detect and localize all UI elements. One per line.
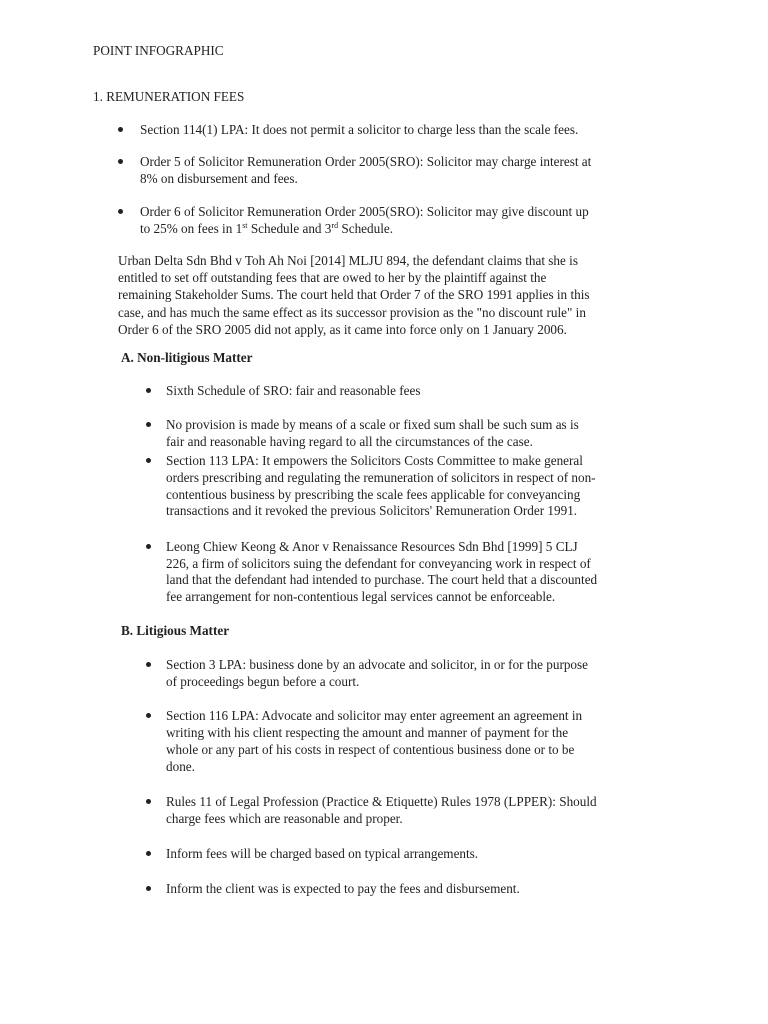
bullet-icon: [146, 799, 151, 804]
bullet-text: Inform the client was is expected to pay the fees and disbursement.: [166, 881, 520, 896]
bullet-icon: [146, 422, 151, 427]
bullet-text: of proceedings begun before a court.: [166, 674, 360, 689]
bullet-text: done.: [166, 759, 195, 774]
bullet-text: Leong Chiew Keong & Anor v Renaissance Resources Sdn Bhd [1999] 5 CLJ: [166, 539, 578, 554]
bullet-text: Order 6 of Solicitor Remuneration Order 2005(SRO): Solicitor may give discount up: [140, 204, 589, 219]
bullet-text: Schedule and 3: [247, 221, 332, 236]
bullet-icon: [118, 209, 123, 214]
case-line: Order 6 of the SRO 2005 did not apply, as it came into force only on 1 January 2006.: [118, 321, 567, 337]
bullet-text: 8% on disbursement and fees.: [140, 171, 298, 186]
bullet-icon: [118, 127, 123, 132]
bullet-icon: [146, 662, 151, 667]
case-line: case, and has much the same effect as its successor provision as the "no discount rule" in: [118, 304, 586, 320]
bullet-text: Order 5 of Solicitor Remuneration Order 2005(SRO): Solicitor may charge interest at: [140, 154, 592, 169]
bullet-text: Section 114(1) LPA: It does not permit a solicitor to charge less than the scale fees.: [140, 122, 579, 137]
bullet-text: Sixth Schedule of SRO: fair and reasonable fees: [166, 383, 421, 398]
bullet-text: to 25% on fees in 1: [140, 221, 243, 236]
bullet-text: Section 116 LPA: Advocate and solicitor may enter agreement an agreement in: [166, 708, 583, 723]
bullet-text: contentious business by prescribing the scale fees applicable for conveyancing: [166, 487, 581, 502]
superscript: st: [242, 221, 248, 230]
subheading-litigious: B. Litigious Matter: [121, 623, 230, 638]
bullet-text: writing with his client respecting the amount and manner of payment for the: [166, 725, 569, 740]
bullet-text-with-superscripts: [140, 220, 393, 237]
bullet-icon: [146, 544, 151, 549]
subheading-non-litigious: A. Non-litigious Matter: [121, 350, 253, 365]
bullet-text: fair and reasonable having regard to all the circumstances of the case.: [166, 434, 533, 449]
document-title: POINT INFOGRAPHIC: [93, 43, 224, 58]
case-line: Urban Delta Sdn Bhd v Toh Ah Noi [2014] MLJU 894, the defendant claims that she is: [118, 253, 578, 268]
bullet-text: 226, a firm of solicitors suing the defendant for conveyancing work in respect of: [166, 556, 591, 571]
bullet-icon: [146, 388, 151, 393]
bullet-text: orders prescribing and regulating the remuneration of solicitors in respect of non-: [166, 470, 596, 485]
superscript: rd: [331, 221, 339, 230]
bullet-text: Section 113 LPA: It empowers the Solicitors Costs Committee to make general: [166, 453, 583, 468]
bullet-text: Rules 11 of Legal Profession (Practice & Etiquette) Rules 1978 (LPPER): Should: [166, 794, 597, 809]
bullet-icon: [146, 458, 151, 463]
bullet-icon: [146, 886, 151, 891]
bullet-text: Inform fees will be charged based on typical arrangements.: [166, 846, 479, 861]
bullet-icon: [146, 713, 151, 718]
section-heading-remuneration-fees: 1. REMUNERATION FEES: [93, 89, 245, 104]
bullet-icon: [146, 851, 151, 856]
bullet-text: Section 3 LPA: business done by an advocate and solicitor, in or for the purpose: [166, 657, 589, 672]
bullet-text: No provision is made by means of a scale or fixed sum shall be such sum as is: [166, 417, 579, 432]
case-line: entitled to set off outstanding fees that are owed to her by the plaintiff against the: [118, 270, 547, 286]
bullet-text: land that the defendant had intended to purchase. The court held that a discounted: [166, 572, 598, 587]
bullet-text: Schedule.: [338, 221, 394, 236]
bullet-text: transactions and it revoked the previous Solicitors' Remuneration Order 1991.: [166, 503, 578, 518]
case-paragraph: [118, 252, 674, 338]
bullet-icon: [118, 159, 123, 164]
bullet-text: charge fees which are reasonable and proper.: [166, 811, 403, 826]
case-line: remaining Stakeholder Sums. The court held that Order 7 of the SRO 1991 applies in this: [118, 287, 590, 303]
bullet-text: whole or any part of his costs in respect of contentious business done or to be: [166, 742, 575, 757]
bullet-text: fee arrangement for non-contentious legal services cannot be enforceable.: [166, 589, 556, 604]
